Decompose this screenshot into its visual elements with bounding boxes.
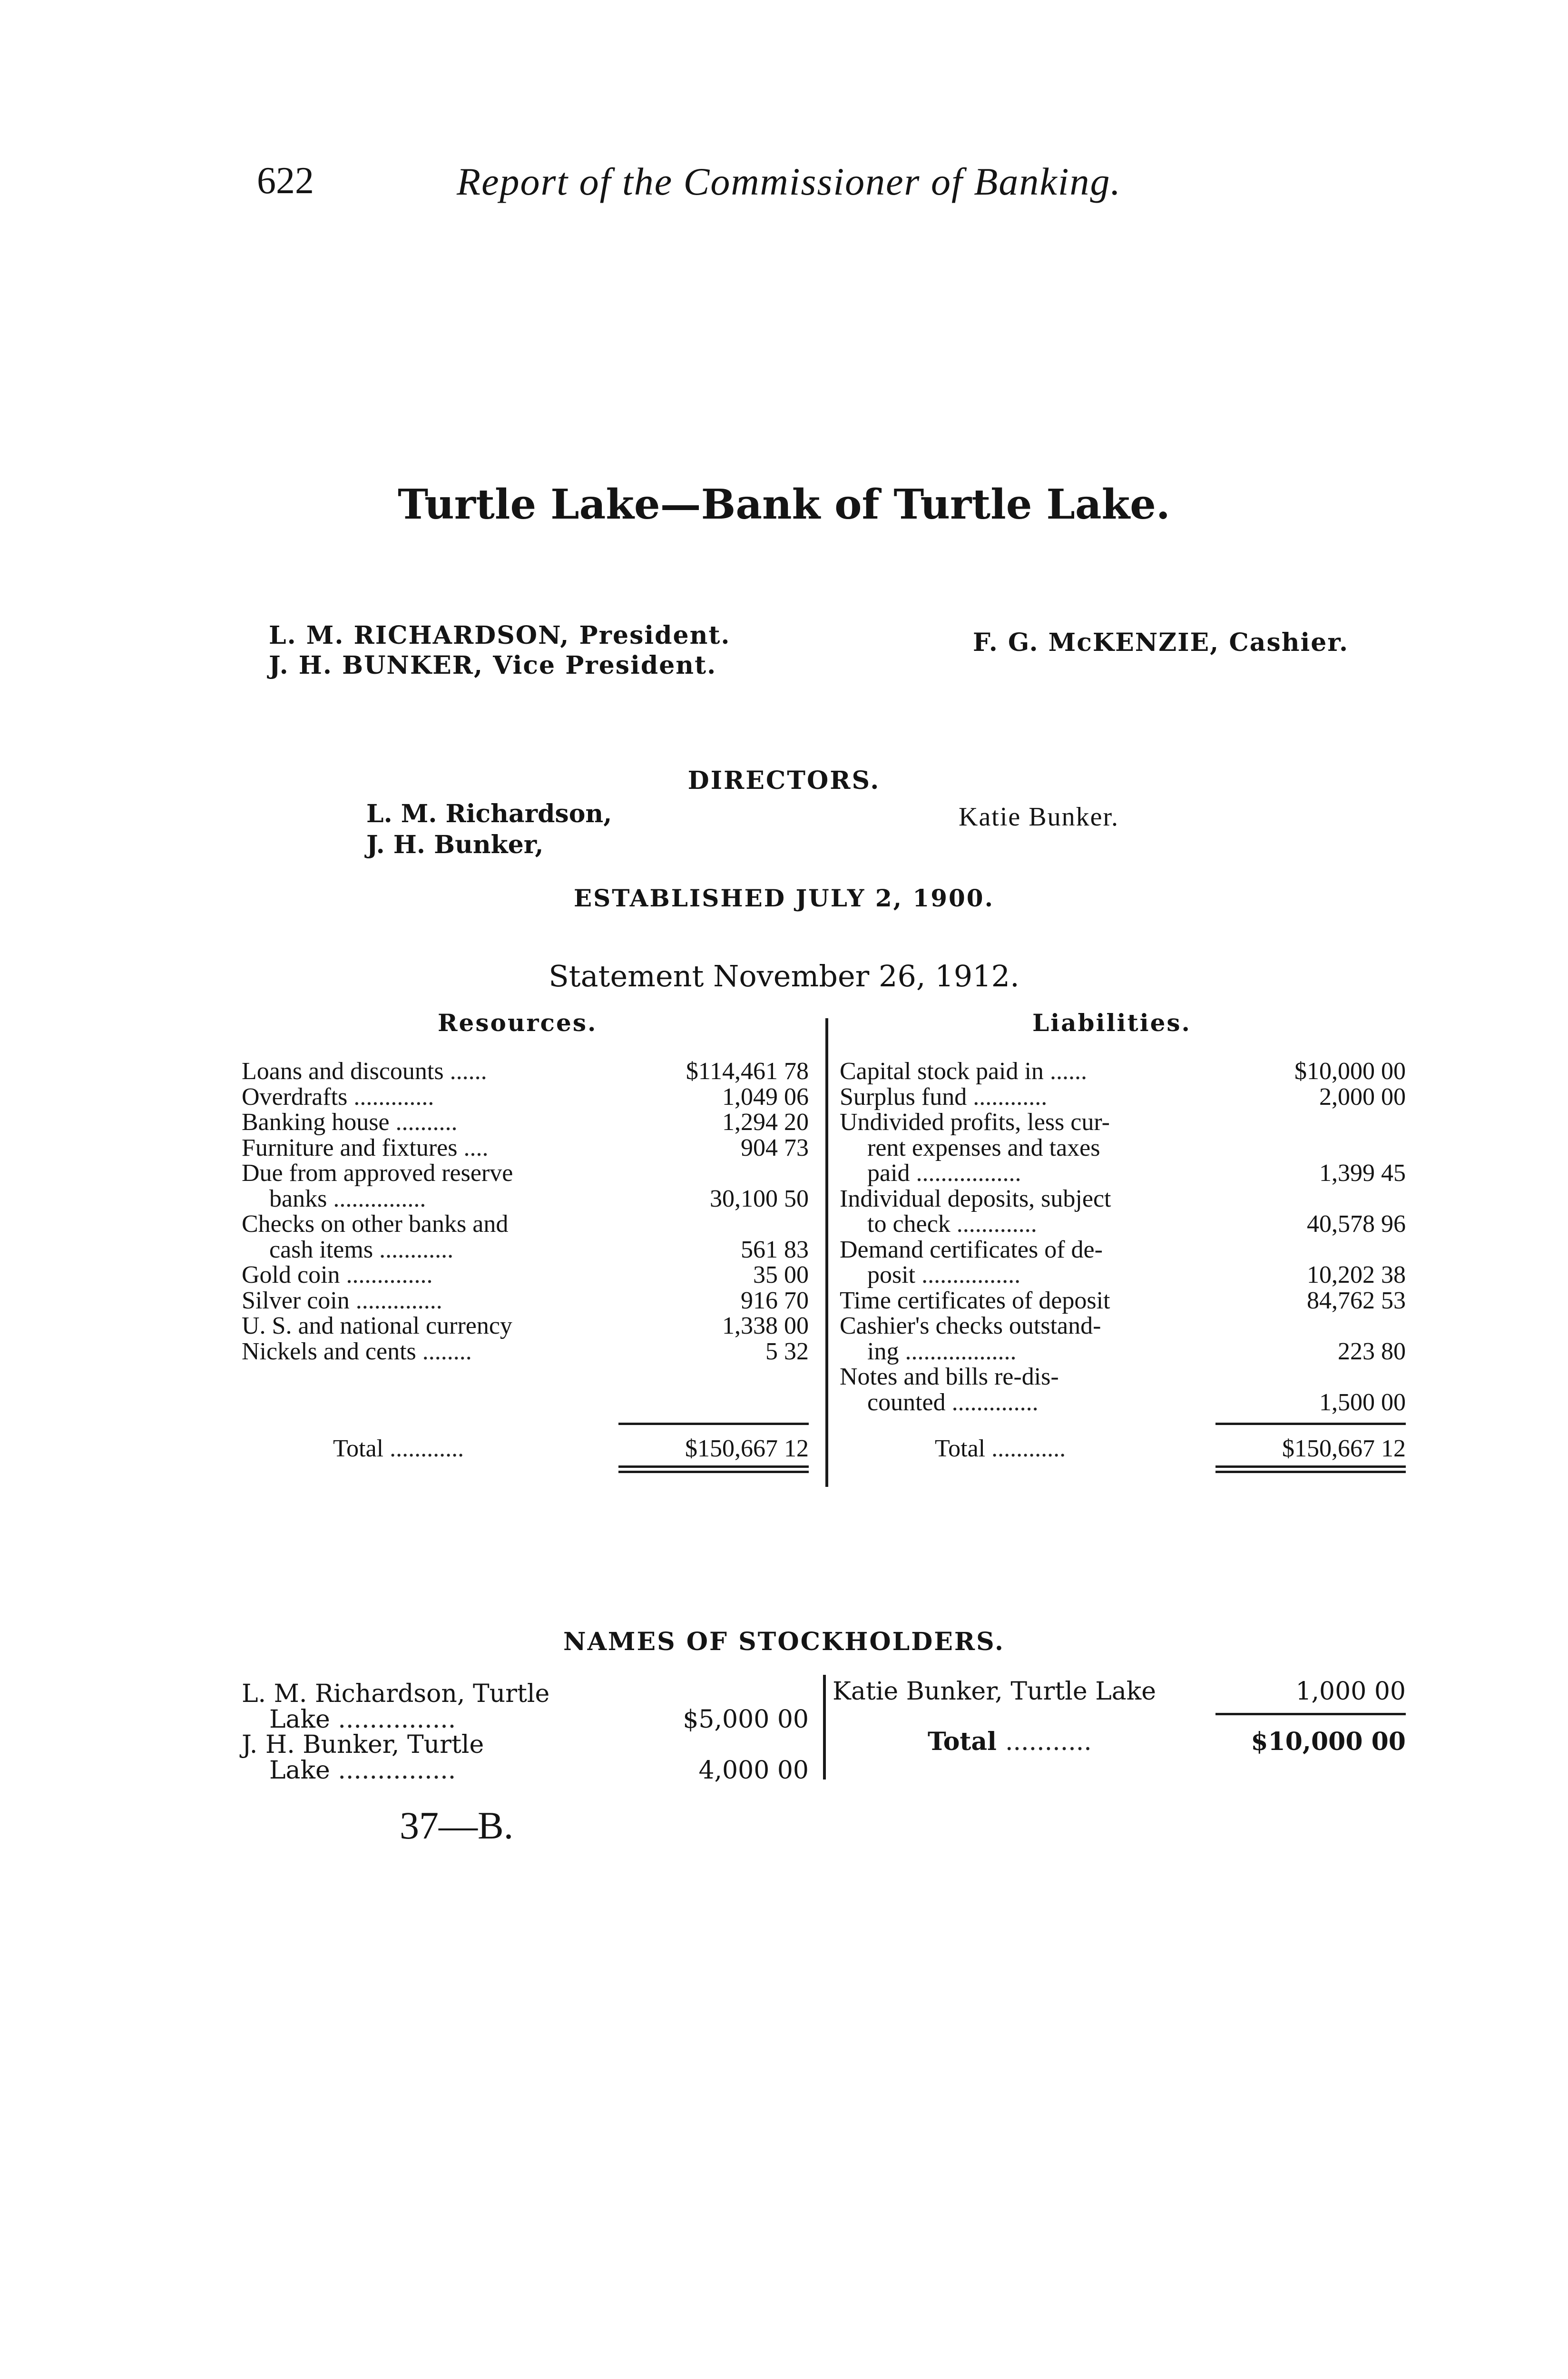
stockholder-label: J. H. Bunker, Turtle — [242, 1730, 484, 1759]
resource-amount: 904 73 — [741, 1134, 809, 1161]
liabilities-total-double-rule — [1215, 1465, 1406, 1473]
liability-label: counted .............. — [867, 1388, 1039, 1416]
liability-label: rent expenses and taxes — [867, 1134, 1100, 1161]
resource-label: Gold coin .............. — [242, 1261, 433, 1288]
bank-title: Turtle Lake—Bank of Turtle Lake. — [398, 481, 1170, 529]
liability-amount: 40,578 96 — [1307, 1210, 1406, 1238]
liability-label: Cashier's checks outstand- — [840, 1312, 1101, 1339]
resource-label: Checks on other banks and — [242, 1210, 509, 1238]
liability-amount: 223 80 — [1338, 1337, 1406, 1365]
established-line: ESTABLISHED JULY 2, 1900. — [573, 884, 994, 912]
column-divider — [825, 1018, 828, 1487]
liability-label: Capital stock paid in ...... — [840, 1058, 1087, 1085]
liability-amount: 1,500 00 — [1319, 1388, 1406, 1416]
cashier-line: F. G. McKENZIE, Cashier. — [973, 628, 1349, 657]
directors-heading: DIRECTORS. — [687, 766, 881, 795]
liability-label: paid ................. — [867, 1160, 1021, 1187]
resource-amount: 30,100 50 — [710, 1185, 809, 1212]
resource-label: Silver coin .............. — [242, 1287, 442, 1314]
resources-total-amount: $150,667 12 — [685, 1435, 809, 1462]
director-name: L. M. Richardson, — [366, 799, 612, 828]
stockholder-label: L. M. Richardson, Turtle — [242, 1680, 550, 1708]
stockholder-amount: $5,000 00 — [683, 1705, 809, 1734]
stockholder-amount: 4,000 00 — [698, 1756, 809, 1785]
resource-label: Furniture and fixtures .... — [242, 1134, 489, 1161]
stockholders-total-amount: $10,000 00 — [1251, 1727, 1406, 1756]
resources-heading: Resources. — [438, 1009, 598, 1037]
liability-label: ing .................. — [867, 1337, 1017, 1365]
stockholder-amount: 1,000 00 — [1295, 1677, 1406, 1706]
resource-amount: 561 83 — [741, 1236, 809, 1263]
resource-label: Banking house .......... — [242, 1109, 458, 1136]
resource-label: Nickels and cents ........ — [242, 1337, 472, 1365]
resource-amount: 5 32 — [765, 1337, 809, 1365]
liability-label: Demand certificates of de- — [840, 1236, 1103, 1263]
president-line: L. M. RICHARDSON, President. — [269, 621, 731, 650]
liabilities-heading: Liabilities. — [1032, 1009, 1191, 1037]
liability-label: Individual deposits, subject — [840, 1185, 1111, 1212]
liability-label: to check ............. — [867, 1210, 1037, 1238]
resource-label: Loans and discounts ...... — [242, 1058, 487, 1085]
resources-total-rule — [618, 1423, 809, 1425]
stockholders-total-rule — [1215, 1713, 1406, 1715]
director-name: Katie Bunker. — [959, 802, 1119, 832]
resource-amount: 35 00 — [753, 1261, 809, 1288]
resource-label: cash items ............ — [269, 1236, 454, 1263]
liability-label: posit ................ — [867, 1261, 1021, 1288]
liability-label: Time certificates of deposit — [840, 1287, 1110, 1314]
resource-amount: 1,049 06 — [722, 1083, 809, 1111]
resource-label: banks ............... — [269, 1185, 426, 1212]
resource-amount: 1,338 00 — [722, 1312, 809, 1339]
liability-amount: $10,000 00 — [1294, 1058, 1406, 1085]
resource-label: Overdrafts ............. — [242, 1083, 434, 1111]
liability-amount: 10,202 38 — [1307, 1261, 1406, 1288]
stockholder-label: Lake ............... — [269, 1705, 456, 1734]
resource-label: U. S. and national currency — [242, 1312, 512, 1339]
liability-label: Notes and bills re-dis- — [840, 1363, 1059, 1390]
resource-amount: 1,294 20 — [722, 1109, 809, 1136]
liability-amount: 84,762 53 — [1307, 1287, 1406, 1314]
resource-amount: 916 70 — [741, 1287, 809, 1314]
resources-total-double-rule — [618, 1465, 809, 1473]
stockholders-total-label: Total ........... — [928, 1727, 1092, 1756]
stockholders-heading: NAMES OF STOCKHOLDERS. — [563, 1627, 1005, 1656]
resource-label: Due from approved reserve — [242, 1160, 513, 1187]
liabilities-total-rule — [1215, 1423, 1406, 1425]
liability-label: Undivided profits, less cur- — [840, 1109, 1110, 1136]
signature-mark: 37—B. — [400, 1804, 514, 1847]
page-number: 622 — [257, 160, 314, 202]
vice-president-line: J. H. BUNKER, Vice President. — [269, 651, 717, 680]
stockholder-label: Lake ............... — [269, 1756, 456, 1785]
liability-label: Surplus fund ............ — [840, 1083, 1048, 1111]
liability-amount: 1,399 45 — [1319, 1160, 1406, 1187]
running-title: Report of the Commissioner of Banking. — [457, 160, 1122, 203]
resources-total-label: Total ............ — [333, 1435, 464, 1462]
liabilities-total-label: Total ............ — [935, 1435, 1066, 1462]
liability-amount: 2,000 00 — [1319, 1083, 1406, 1111]
resource-amount: $114,461 78 — [686, 1058, 809, 1085]
director-name: J. H. Bunker, — [366, 830, 544, 859]
stockholder-label: Katie Bunker, Turtle Lake — [833, 1677, 1156, 1706]
statement-title: Statement November 26, 1912. — [549, 959, 1019, 993]
liabilities-total-amount: $150,667 12 — [1282, 1435, 1406, 1462]
stockholders-divider — [823, 1675, 826, 1779]
